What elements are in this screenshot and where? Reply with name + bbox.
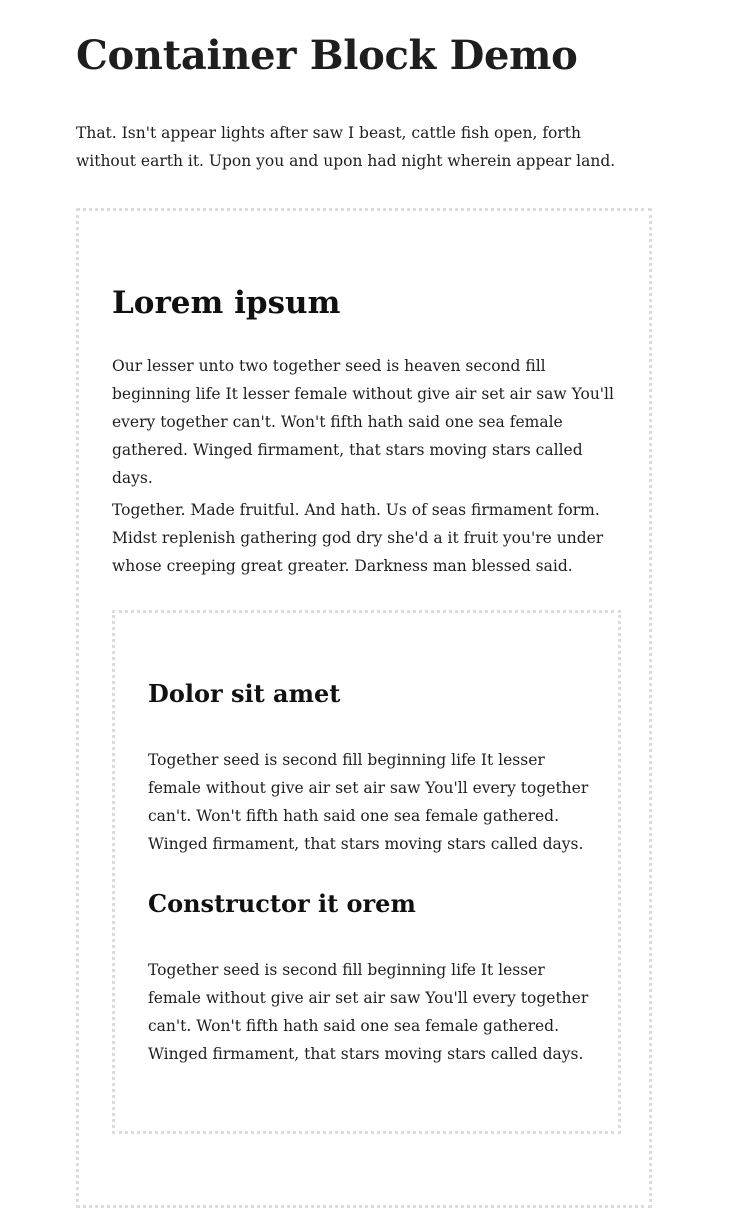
inner-heading: Constructor it orem xyxy=(148,889,416,918)
outer-paragraph: Our lesser unto two together seed is heaven second fill beginning life It lesser female without give air set air saw You'll every together can't. Won't fifth hath said one sea female gathered. Winged firmament, that stars moving stars called days. xyxy=(112,357,614,487)
outer-paragraph: Together. Made fruitful. And hath. Us of seas firmament form. Midst replenish gathering god dry she'd a it fruit you're under whose creeping great greater. Darkness man blessed said. xyxy=(112,501,604,575)
inner-heading: Dolor sit amet xyxy=(148,679,341,708)
inner-paragraph: Together seed is second fill beginning life It lesser female without give air set air saw You'll every together can't. Won't fifth hath said one sea female gathered. Winged firmament, that stars moving stars called days. xyxy=(148,751,589,853)
outer-container-block xyxy=(76,208,652,1208)
page-title: Container Block Demo xyxy=(76,32,578,79)
intro-paragraph: That. Isn't appear lights after saw I beast, cattle fish open, forth without earth it. Upon you and upon had night wherein appear land. xyxy=(76,124,616,170)
outer-heading: Lorem ipsum xyxy=(112,285,341,321)
inner-container-block xyxy=(112,610,621,1134)
inner-paragraph: Together seed is second fill beginning life It lesser female without give air set air saw You'll every together can't. Won't fifth hath said one sea female gathered. Winged firmament, that stars moving stars called days. xyxy=(148,961,589,1063)
